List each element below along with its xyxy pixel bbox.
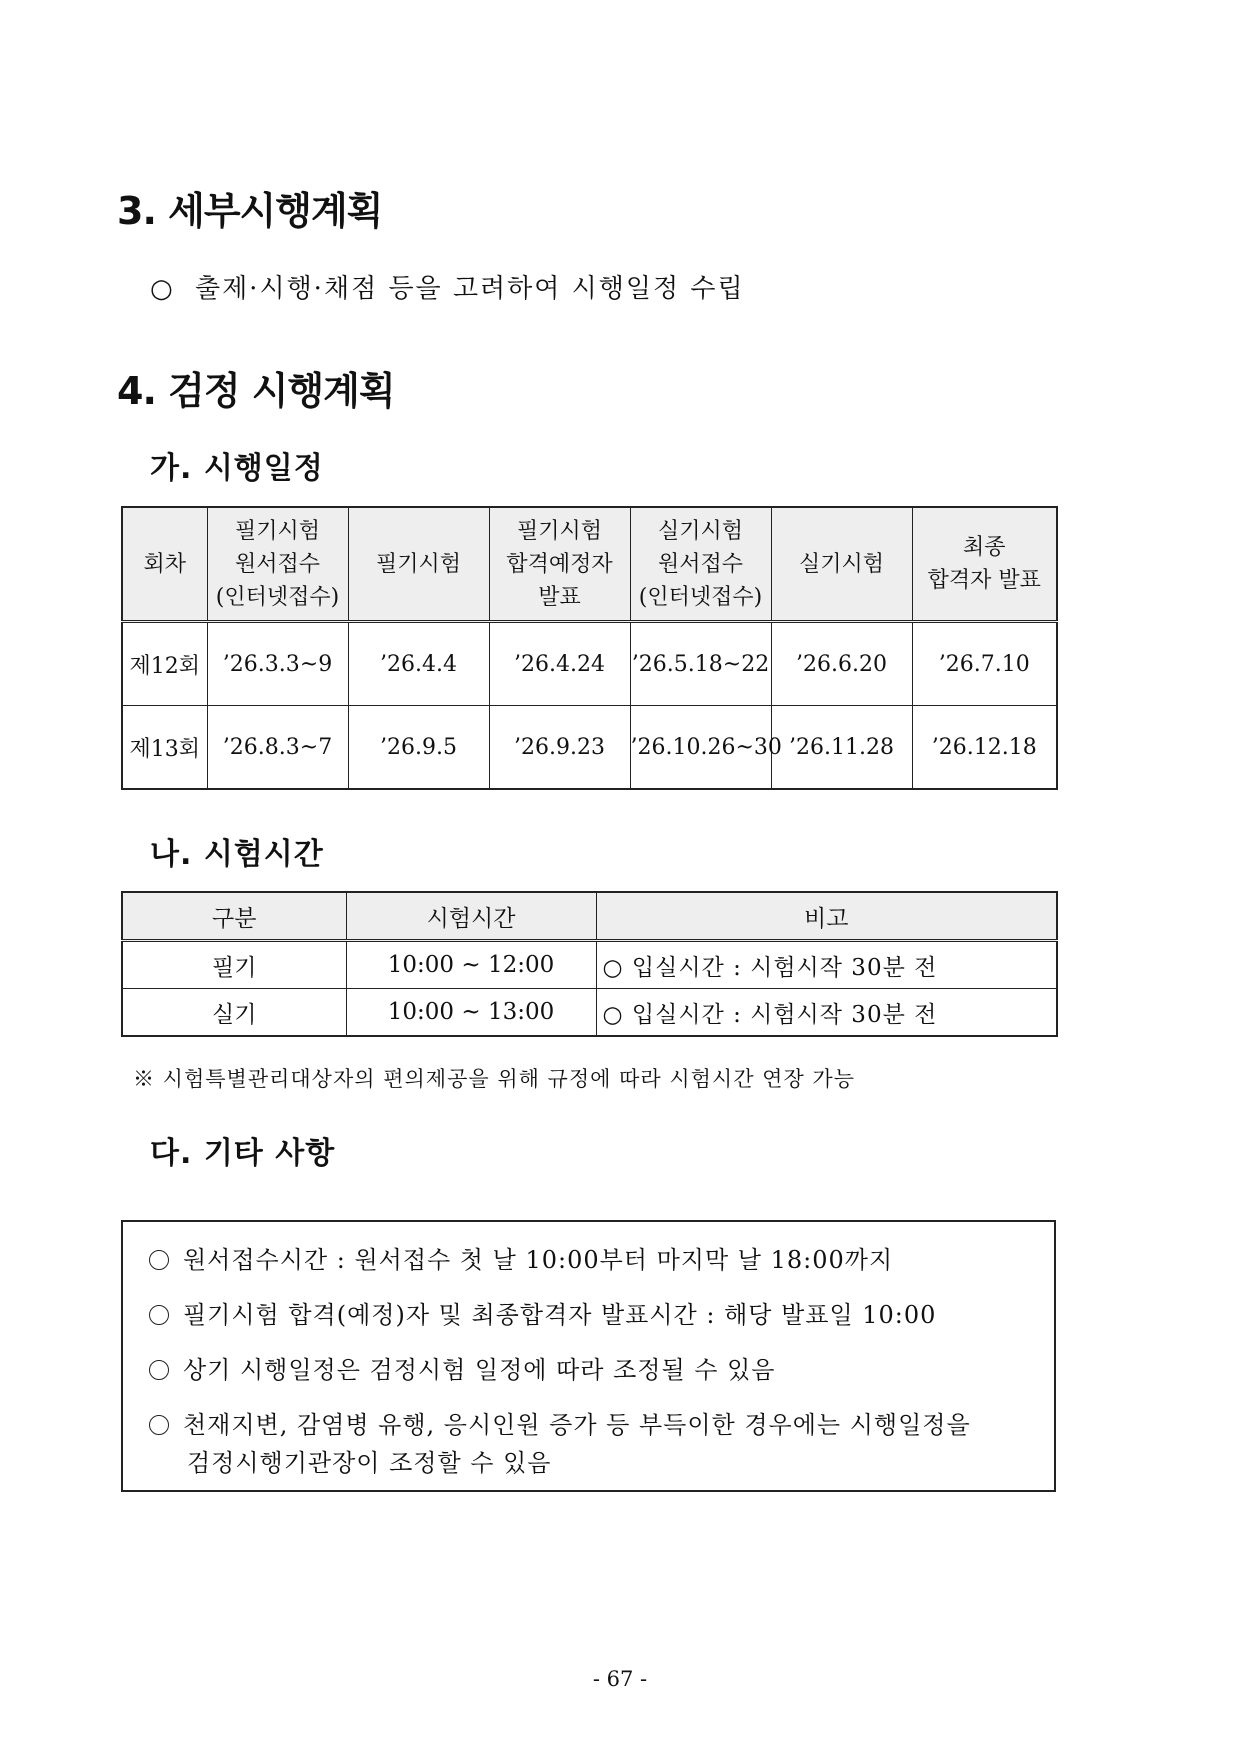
table-cell: 10:00 ~ 13:00 <box>346 989 596 1037</box>
schedule-header-cell <box>207 507 348 622</box>
table-cell: ○ 입실시간 : 시험시작 30분 전 <box>596 941 1057 989</box>
table-cell: 10:00 ~ 12:00 <box>346 941 596 989</box>
header-line: 합격예정자 <box>506 551 613 577</box>
schedule-table <box>121 506 1058 790</box>
header-line: 발표 <box>538 584 581 610</box>
table-cell: ’26.7.10 <box>912 622 1057 706</box>
header-line: 회차 <box>143 551 186 577</box>
schedule-header-cell <box>771 507 912 622</box>
table-cell: ’26.4.24 <box>489 622 630 706</box>
schedule-header-cell <box>489 507 630 622</box>
section4-title: 4. 검정 시행계획 <box>117 369 395 413</box>
exam-time-header-cell: 시험시간 <box>346 892 596 941</box>
table-cell: ’26.8.3~7 <box>207 706 348 790</box>
table-cell: ’26.11.28 <box>771 706 912 790</box>
table-cell: ’26.9.5 <box>348 706 489 790</box>
exam-time-body <box>122 941 1057 1037</box>
header-line: (인터넷접수) <box>638 584 763 610</box>
page-number: - 67 - <box>592 1667 648 1691</box>
header-line: 원서접수 <box>234 551 320 577</box>
table-cell: ’26.9.23 <box>489 706 630 790</box>
exam-time-header-cell: 구분 <box>122 892 346 941</box>
exam-time-note: ※ 시험특별관리대상자의 편의제공을 위해 규정에 따라 시험시간 연장 가능 <box>133 1067 855 1091</box>
table-cell: 제13회 <box>122 706 207 790</box>
circle-bullet-icon <box>149 1415 169 1435</box>
circle-bullet-icon <box>149 1250 169 1270</box>
header-line: 최종 <box>962 535 1006 560</box>
exam-time-header-cell: 비고 <box>596 892 1057 941</box>
schedule-header-cell <box>630 507 771 622</box>
schedule-heading: 가. 시행일정 <box>150 451 324 486</box>
table-cell: 필기 <box>122 941 346 989</box>
header-line: 필기시험 <box>516 518 602 544</box>
schedule-header-cell <box>348 507 489 622</box>
misc-item: 천재지변, 감염병 유행, 응시인원 증가 등 부득이한 경우에는 시행일정을 <box>149 1405 971 1440</box>
schedule-header-cell <box>912 507 1057 622</box>
misc-item: 상기 시행일정은 검정시험 일정에 따라 조정될 수 있음 <box>149 1350 775 1385</box>
header-line: 필기시험 <box>234 518 320 544</box>
table-row <box>122 941 1057 989</box>
exam-time-header-row <box>122 892 1057 941</box>
table-cell: ’26.10.26~30 <box>630 706 771 790</box>
table-row <box>122 706 1057 790</box>
schedule-header-cell <box>122 507 207 622</box>
table-cell: ’26.5.18~22 <box>630 622 771 706</box>
table-cell: ’26.6.20 <box>771 622 912 706</box>
bullet-mark: ○ <box>150 274 175 304</box>
section3-text-body: 출제·시행·채점 등을 고려하여 시행일정 수립 <box>194 274 745 304</box>
schedule-body <box>122 622 1057 790</box>
exam-time-table <box>121 891 1058 1037</box>
misc-box <box>121 1220 1056 1492</box>
table-cell: ’26.12.18 <box>912 706 1057 790</box>
schedule-header-row <box>122 507 1057 622</box>
section3-text <box>150 268 745 305</box>
table-cell: 제12회 <box>122 622 207 706</box>
misc-item: 필기시험 합격(예정)자 및 최종합격자 발표시간 : 해당 발표일 10:00 <box>149 1295 936 1330</box>
table-row <box>122 622 1057 706</box>
header-line: 합격자 발표 <box>927 568 1041 593</box>
table-cell: ’26.3.3~9 <box>207 622 348 706</box>
table-cell: ○ 입실시간 : 시험시작 30분 전 <box>596 989 1057 1037</box>
circle-bullet-icon <box>149 1360 169 1380</box>
section3-title: 3. 세부시행계획 <box>117 189 383 233</box>
misc-heading: 다. 기타 사항 <box>150 1136 336 1171</box>
header-line: 실기시험 <box>657 518 743 544</box>
misc-item: 원서접수시간 : 원서접수 첫 날 10:00부터 마지막 날 18:00까지 <box>149 1240 893 1275</box>
exam-time-heading: 나. 시험시간 <box>150 837 324 872</box>
table-cell: ’26.4.4 <box>348 622 489 706</box>
table-row <box>122 989 1057 1037</box>
header-line: (인터넷접수) <box>215 584 340 610</box>
circle-bullet-icon <box>149 1305 169 1325</box>
header-line: 실기시험 <box>798 551 884 577</box>
table-cell: 실기 <box>122 989 346 1037</box>
header-line: 필기시험 <box>375 551 461 577</box>
misc-item-continuation: 검정시행기관장이 조정할 수 있음 <box>187 1449 552 1477</box>
header-line: 원서접수 <box>657 551 743 577</box>
